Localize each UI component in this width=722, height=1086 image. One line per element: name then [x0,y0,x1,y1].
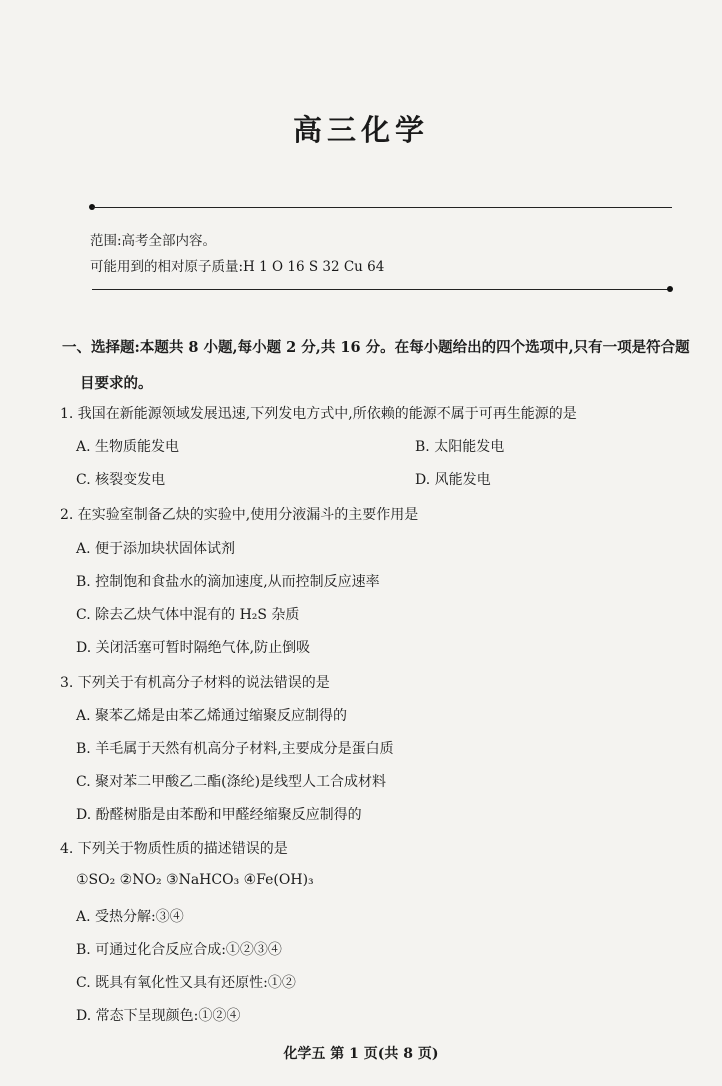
question-4-stem: 4. 下列关于物质性质的描述错误的是 [60,841,288,857]
page-footer: 化学五 第 1 页(共 8 页) [283,1046,439,1062]
q3-option-d: D. 酚醛树脂是由苯酚和甲醛经缩聚反应制得的 [76,807,362,823]
q4-substance-list: ①SO₂ ②NO₂ ③NaHCO₃ ④Fe(OH)₃ [76,872,314,888]
top-rule [92,207,672,208]
atomic-mass-text: 可能用到的相对原子质量:H 1 O 16 S 32 Cu 64 [90,259,385,275]
q3-option-a: A. 聚苯乙烯是由苯乙烯通过缩聚反应制得的 [76,708,348,724]
rule-dot-right [667,286,673,292]
section-heading-cont: 目要求的。 [80,375,153,392]
scope-text: 范围:高考全部内容。 [90,233,217,249]
page-title: 高三化学 [292,113,429,147]
q4-option-a: A. 受热分解:③④ [76,909,184,925]
q4-option-d: D. 常态下呈现颜色:①②④ [76,1008,241,1024]
section-heading: 一、选择题:本题共 8 小题,每小题 2 分,共 16 分。在每小题给出的四个选项中,只有一项是符合题 [62,339,690,356]
q4-option-c: C. 既具有氧化性又具有还原性:①② [76,975,296,991]
q1-option-a: A. 生物质能发电 [76,439,180,455]
q4-option-b: B. 可通过化合反应合成:①②③④ [76,942,282,958]
question-1-stem: 1. 我国在新能源领域发展迅速,下列发电方式中,所依赖的能源不属于可再生能源的是 [60,406,577,422]
q2-option-b: B. 控制饱和食盐水的滴加速度,从而控制反应速率 [76,574,380,590]
q3-option-c: C. 聚对苯二甲酸乙二酯(涤纶)是线型人工合成材料 [76,774,387,790]
q1-option-b: B. 太阳能发电 [415,439,505,455]
q2-option-a: A. 便于添加块状固体试剂 [76,541,236,557]
question-2-stem: 2. 在实验室制备乙炔的实验中,使用分液漏斗的主要作用是 [60,507,419,523]
q3-option-b: B. 羊毛属于天然有机高分子材料,主要成分是蛋白质 [76,741,394,757]
q2-option-d: D. 关闭活塞可暂时隔绝气体,防止倒吸 [76,640,311,656]
q2-option-c: C. 除去乙炔气体中混有的 H₂S 杂质 [76,607,300,623]
q1-option-d: D. 风能发电 [415,472,491,488]
q1-option-c: C. 核裂变发电 [76,472,166,488]
question-3-stem: 3. 下列关于有机高分子材料的说法错误的是 [60,675,330,691]
bottom-rule [92,289,670,290]
